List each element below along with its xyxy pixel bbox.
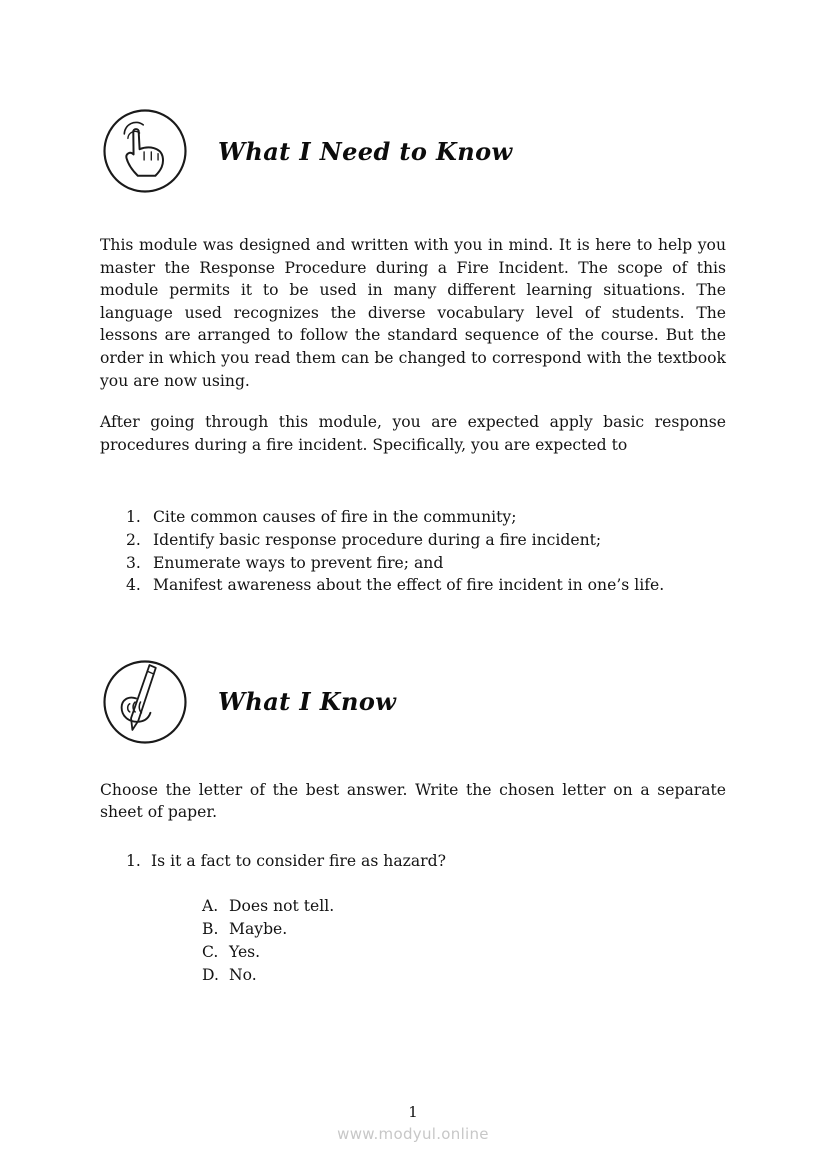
objective-text: Manifest awareness about the effect of fire incident in one’s life.	[153, 576, 665, 595]
module-expectation-paragraph: After going through this module, you are expected apply basic response procedures during a fire incident. Specifically, you are expected to	[100, 413, 726, 454]
question-item	[126, 850, 726, 873]
objective-item	[126, 574, 726, 597]
section-header-what-i-know	[100, 657, 726, 747]
choice-item	[202, 918, 726, 941]
objective-number: 4.	[126, 576, 141, 595]
page-number: 1	[408, 1103, 418, 1121]
choice-text: No.	[229, 965, 257, 984]
choice-text: Yes.	[229, 942, 261, 961]
objective-item	[126, 529, 726, 552]
objective-number: 1.	[126, 508, 141, 527]
objective-number: 3.	[126, 553, 141, 572]
choice-letter: A.	[202, 896, 219, 915]
module-intro-paragraph: This module was designed and written with you in mind. It is here to help you master the Response Procedure during a Fire Incident. The scope of this module permits it to be used in many different learning situations. The language used recognizes the diverse vocabulary level of students. The lessons are arranged to follow the standard sequence of the course. But the order in which you read them can be changed to correspond with the textbook you are now using.	[100, 236, 726, 390]
choice-letter: B.	[202, 919, 219, 938]
objective-item	[126, 552, 726, 575]
touch-hand-icon	[100, 106, 190, 196]
question-block	[100, 850, 726, 987]
objective-item	[126, 506, 726, 529]
section-title: What I Need to Know	[218, 136, 513, 166]
writing-hand-icon	[100, 657, 190, 747]
choice-item	[202, 895, 726, 918]
objective-text: Identify basic response procedure during a fire incident;	[153, 530, 602, 549]
question-number: 1.	[126, 851, 141, 870]
section-header-what-i-need-to-know	[100, 0, 726, 196]
section-title: What I Know	[218, 687, 397, 717]
choice-letter: D.	[202, 965, 219, 984]
objective-number: 2.	[126, 530, 141, 549]
choice-item	[202, 964, 726, 987]
watermark-text: www.modyul.online	[337, 1125, 489, 1143]
choices-list	[126, 895, 726, 987]
objective-text: Enumerate ways to prevent fire; and	[153, 553, 444, 572]
choice-item	[202, 941, 726, 964]
page-footer	[0, 1103, 826, 1143]
test-instructions: Choose the letter of the best answer. Write the chosen letter on a separate sheet of paper.	[100, 780, 726, 822]
choice-text: Does not tell.	[229, 896, 335, 915]
choice-text: Maybe.	[229, 919, 288, 938]
objectives-list	[100, 506, 726, 596]
question-text: Is it a fact to consider fire as hazard?	[151, 851, 446, 870]
objective-text: Cite common causes of fire in the community;	[153, 508, 517, 527]
choice-letter: C.	[202, 942, 219, 961]
